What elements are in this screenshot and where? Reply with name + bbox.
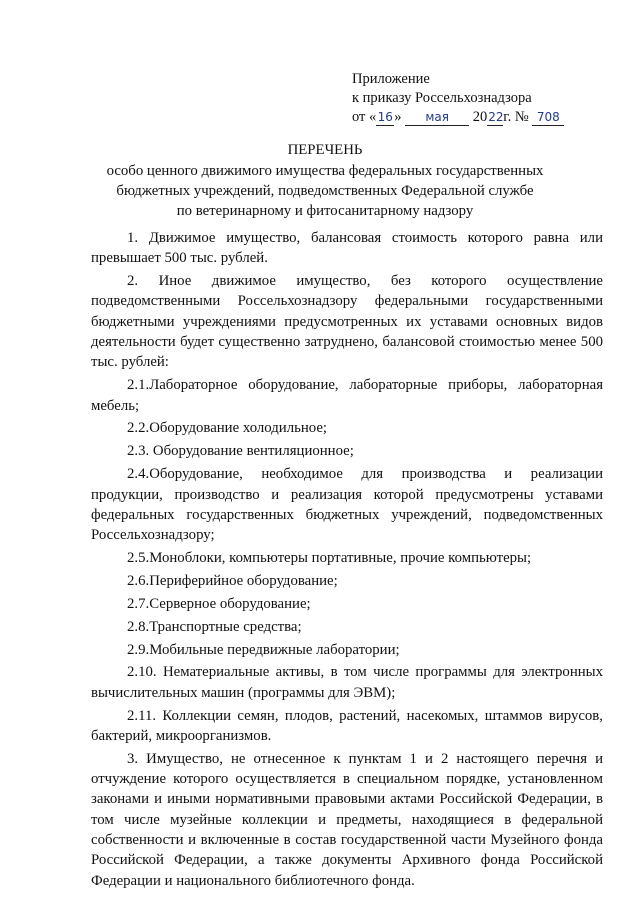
- subtitle-line: бюджетных учреждений, подведомственных Федеральной службе: [116, 183, 534, 199]
- appendix-block: [352, 70, 564, 127]
- subtitle-line: особо ценного движимого имущества федеральных государственных: [106, 163, 544, 179]
- year-after: г. №: [503, 109, 529, 125]
- date-prefix: от «: [352, 109, 377, 125]
- handwritten-year: 22: [488, 110, 504, 124]
- list-item-2-6: 2.6.Периферийное оборудование;: [127, 572, 338, 589]
- list-item-2-2: 2.2.Оборудование холодильное;: [127, 420, 328, 437]
- document-title: ПЕРЕЧЕНЬ: [287, 142, 363, 158]
- document-body: [91, 228, 603, 891]
- list-item-2-1: 2.1.Лабораторное оборудование, лабораторные приборы, лабораторная мебель;: [91, 377, 603, 414]
- list-item-2-11: 2.11. Коллекции семян, плодов, растений, насекомых, штаммов вирусов, бактерий, микроорганизмов.: [91, 707, 603, 744]
- list-item-2-10: 2.10. Нематериальные активы, в том числе программы для электронных вычислительных машин (программы для ЭВМ);: [91, 664, 603, 701]
- list-item-2-4: 2.4.Оборудование, необходимое для производства и реализации продукции, производство и реализация которой предусмотрены уставами федеральных государственных бюджетных учреждений, подведомственных Россельхознадзору;: [91, 466, 603, 544]
- list-item-2-3: 2.3. Оборудование вентиляционное;: [127, 443, 354, 460]
- appendix-date-line: [352, 108, 564, 127]
- list-item-2-5: 2.5.Моноблоки, компьютеры портативные, прочие компьютеры;: [127, 550, 532, 567]
- list-item-2-7: 2.7.Серверное оборудование;: [127, 595, 311, 612]
- list-item-1: 1. Движимое имущество, балансовая стоимость которого равна или превышает 500 тыс. рублей.: [91, 230, 603, 267]
- handwritten-order-number: 708: [532, 110, 564, 126]
- list-item-2-9: 2.9.Мобильные передвижные лаборатории;: [127, 641, 400, 658]
- subtitle-line: по ветеринарному и фитосанитарному надзору: [176, 203, 474, 219]
- appendix-label: Приложение: [352, 71, 430, 87]
- appendix-order-ref: к приказу Россельхознадзора: [352, 90, 532, 106]
- handwritten-month: мая: [405, 110, 469, 126]
- year-prefix: 20: [472, 109, 488, 125]
- list-item-3: 3. Имущество, не отнесенное к пунктам 1 и 2 настоящего перечня и отчуждение которого осуществляется в специальном порядке, установленном законами и иными нормативными правовыми актами Российской Федерации, в том числе музейные коллекции и предметы, находящиеся в федеральной собственности и включенные в состав государственной части Музейного фонда Российской Федерации, а также документы Архивного фонда Российской Федерации и национального библиотечного фонда.: [91, 750, 603, 889]
- list-item-2: 2. Иное движимое имущество, без которого осуществление подведомственными Россельхознадзору федеральными государственными бюджетными учреждениями предусмотренных их уставами основных видов деятельности будет существенно затруднено, балансовой стоимостью менее 500 тыс. рублей:: [91, 273, 603, 371]
- list-item-2-8: 2.8.Транспортные средства;: [127, 618, 302, 635]
- handwritten-day: 16: [377, 110, 393, 124]
- date-separator: »: [394, 109, 402, 125]
- document-heading: [60, 140, 590, 221]
